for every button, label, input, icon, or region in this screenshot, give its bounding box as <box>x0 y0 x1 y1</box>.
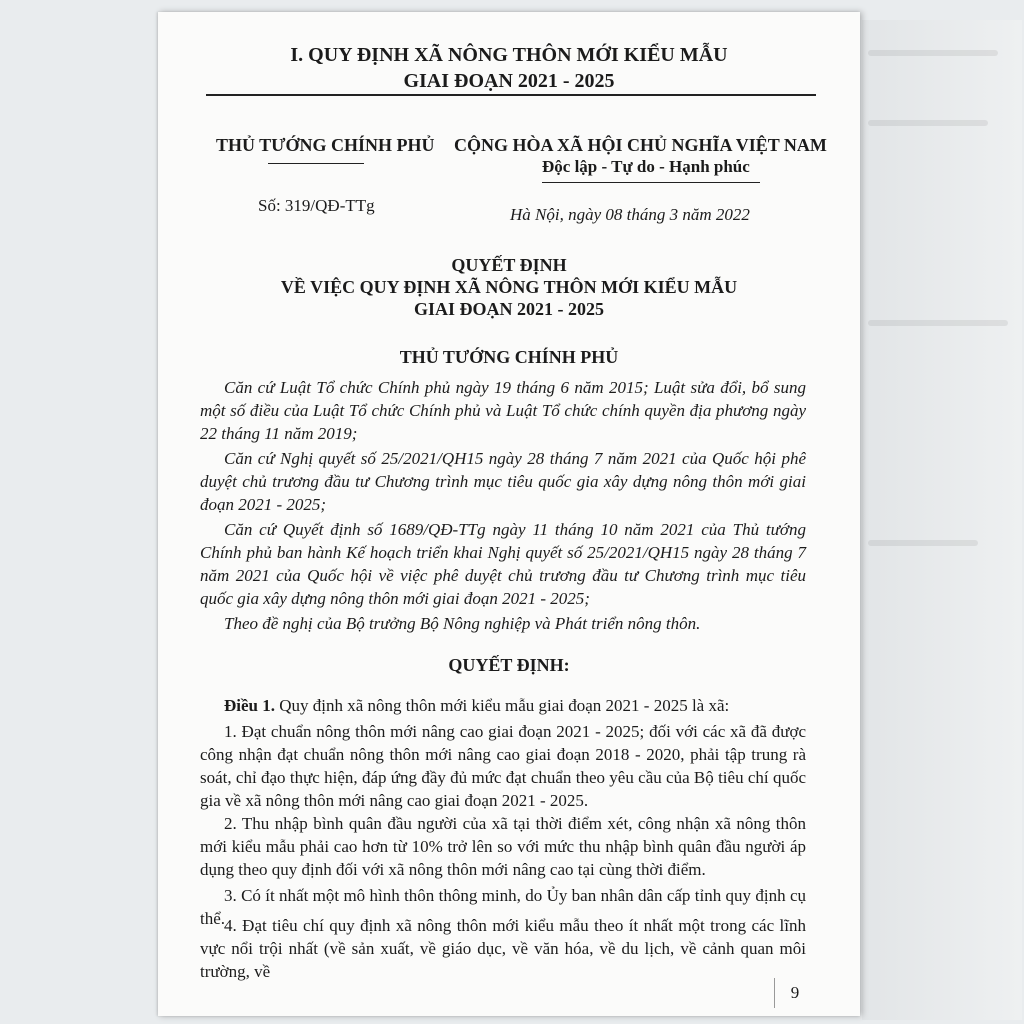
place-and-date: Hà Nội, ngày 08 tháng 3 năm 2022 <box>510 205 750 224</box>
page-number: 9 <box>774 978 815 1008</box>
article-1-item-3: 3. Có ít nhất một mô hình thôn thông minh, do Ủy ban nhân dân cấp tỉnh quy định cụ thể. <box>200 886 806 928</box>
motto-underline <box>542 182 760 183</box>
preamble-paragraph-1: Căn cứ Luật Tổ chức Chính phủ ngày 19 tháng 6 năm 2015; Luật sửa đổi, bổ sung một số điều của Luật Tổ chức Chính phủ và Luật Tổ chức chính quyền địa phương ngày 22 tháng 11 năm 2019; <box>200 378 806 443</box>
article-1-item-4: 4. Đạt tiêu chí quy định xã nông thôn mới kiểu mẫu theo ít nhất một trong các lĩnh vực nổi trội nhất (về sản xuất, về giáo dục, về văn hóa, về du lịch, về cảnh quan môi trường, về <box>200 916 806 981</box>
document-page <box>158 12 860 1016</box>
article-1-item-1: 1. Đạt chuẩn nông thôn mới nâng cao giai đoạn 2021 - 2025; đối với các xã đã được công nhận đạt chuẩn nông thôn mới nâng cao giai đoạn 2018 - 2020, phải tập trung rà soát, chỉ đạo thực hiện, đáp ứng đầy đủ mức đạt chuẩn theo yêu cầu của Bộ tiêu chí quốc gia về xã nông thôn mới nâng cao giai đoạn 2021 - 2025. <box>200 722 806 810</box>
article-1 <box>200 694 806 717</box>
article-1-text: Quy định xã nông thôn mới kiểu mẫu giai đoạn 2021 - 2025 là xã: <box>275 696 730 715</box>
decision-subject-line-2: GIAI ĐOẠN 2021 - 2025 <box>413 299 604 319</box>
section-title-line-2: GIAI ĐOẠN 2021 - 2025 <box>403 70 615 92</box>
national-motto: Độc lập - Tự do - Hạnh phúc <box>542 157 750 176</box>
decision-heading: QUYẾT ĐỊNH: <box>448 655 570 675</box>
preamble-paragraph-4: Theo đề nghị của Bộ trưởng Bộ Nông nghiệp và Phát triển nông thôn. <box>224 614 701 633</box>
document-number: Số: 319/QĐ-TTg <box>258 196 375 215</box>
adjacent-page-edge <box>862 20 1022 1020</box>
section-title-line-1: I. QUY ĐỊNH XÃ NÔNG THÔN MỚI KIỂU MẪU <box>290 44 728 66</box>
article-1-label: Điều 1. <box>224 696 275 715</box>
issuing-authority: THỦ TƯỚNG CHÍNH PHỦ <box>216 135 435 155</box>
issuer-heading: THỦ TƯỚNG CHÍNH PHỦ <box>399 347 619 367</box>
decision-title: QUYẾT ĐỊNH <box>451 255 567 275</box>
decision-subject-line-1: VỀ VIỆC QUY ĐỊNH XÃ NÔNG THÔN MỚI KIỂU MẪU <box>280 277 738 297</box>
authority-underline <box>268 163 364 164</box>
country-name: CỘNG HÒA XÃ HỘI CHỦ NGHĨA VIỆT NAM <box>454 135 827 155</box>
article-1-item-2: 2. Thu nhập bình quân đầu người của xã tại thời điểm xét, công nhận xã nông thôn mới kiểu mẫu phải cao hơn từ 10% trở lên so với mức thu nhập bình quân đầu người áp dụng theo quy định đối với xã nông thôn mới nâng cao tại cùng thời điểm. <box>200 814 806 879</box>
preamble-paragraph-2: Căn cứ Nghị quyết số 25/2021/QH15 ngày 28 tháng 7 năm 2021 của Quốc hội phê duyệt chủ trương đầu tư Chương trình mục tiêu quốc gia xây dựng nông thôn mới giai đoạn 2021 - 2025; <box>200 449 806 514</box>
preamble-paragraph-3: Căn cứ Quyết định số 1689/QĐ-TTg ngày 11 tháng 10 năm 2021 của Thủ tướng Chính phủ ban hành Kế hoạch triển khai Nghị quyết số 25/2021/QH15 ngày 28 tháng 7 năm 2021 của Quốc hội về việc phê duyệt chủ trương đầu tư Chương trình mục tiêu quốc gia xây dựng nông thôn mới giai đoạn 2021 - 2025; <box>200 520 806 608</box>
section-divider <box>206 94 816 96</box>
